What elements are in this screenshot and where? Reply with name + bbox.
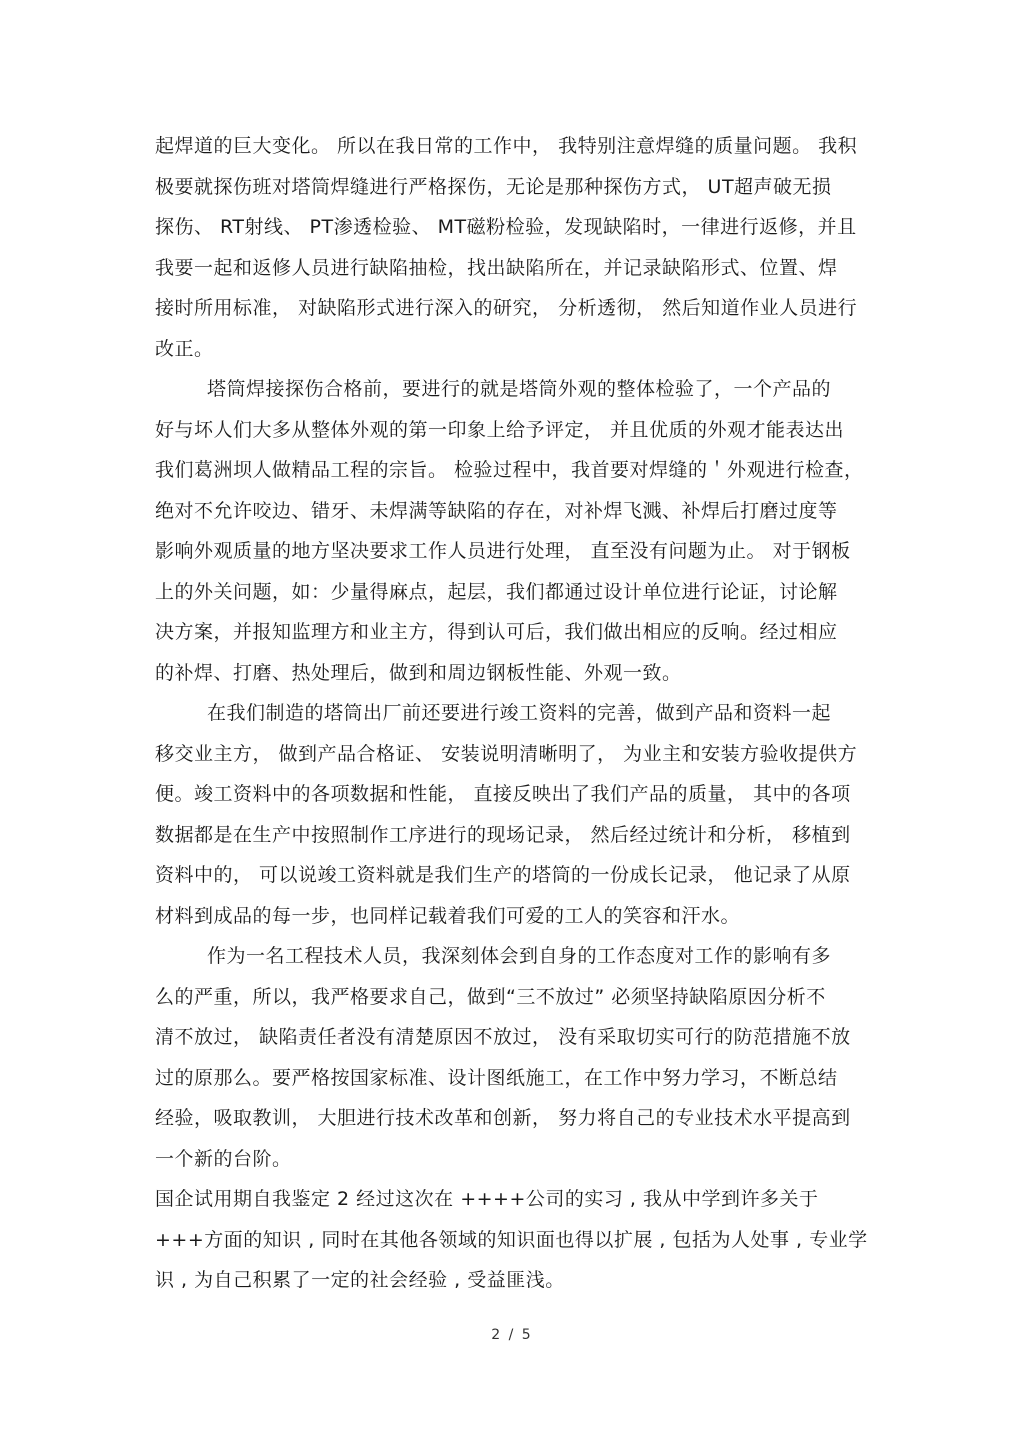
text-line: 接时所用标准， 对缺陷形式进行深入的研究， 分析透彻， 然后知道作业人员进行: [155, 297, 858, 319]
text-line: 影响外观质量的地方坚决要求工作人员进行处理， 直至没有问题为止。 对于钢板: [155, 540, 851, 562]
text-line: 起焊道的巨大变化。 所以在我日常的工作中， 我特别注意焊缝的质量问题。 我积: [155, 135, 858, 157]
text-line: 识 , 为自己积累了一定的社会经验 , 受益匪浅。: [155, 1269, 565, 1291]
text-line: 清不放过， 缺陷责任者没有清楚原因不放过， 没有采取切实可行的防范措施不放: [155, 1026, 851, 1048]
text-line: 好与坏人们大多从整体外观的第一印象上给予评定， 并且优质的外观才能表达出: [155, 418, 845, 441]
text-line: 探伤、 RT射线、 PT渗透检验、 MT磁粉检验，发现缺陷时，一律进行返修，并且: [155, 216, 857, 238]
text-line: 决方案，并报知监理方和业主方，得到认可后，我们做出相应的反响。经过相应: [155, 621, 838, 643]
text-line: 经验，吸取教训， 大胆进行技术改革和创新， 努力将自己的专业技术水平提高到: [155, 1107, 851, 1129]
text-line: 改正。: [155, 337, 214, 360]
text-line: 塔筒焊接探伤合格前，要进行的就是塔筒外观的整体检验了，一个产品的: [207, 378, 832, 400]
text-line: 极要就探伤班对塔筒焊缝进行严格探伤，无论是那种探伤方式， UT超声破无损: [155, 175, 832, 198]
text-line: 在我们制造的塔筒出厂前还要进行竣工资料的完善，做到产品和资料一起: [207, 702, 832, 724]
text-line: 资料中的， 可以说竣工资料就是我们生产的塔筒的一份成长记录， 他记录了从原: [155, 864, 851, 886]
text-line: 绝对不允许咬边、错牙、未焊满等缺陷的存在，对补焊飞溅、补焊后打磨过度等: [155, 499, 838, 522]
section-heading-line: 国企试用期自我鉴定 2 经过这次在 ++++公司的实习 , 我从中学到许多关于: [155, 1188, 819, 1210]
text-line: 么的严重，所以，我严格要求自己，做到“三不放过” 必须坚持缺陷原因分析不: [155, 985, 826, 1008]
text-line: 我要一起和返修人员进行缺陷抽检，找出缺陷所在，并记录缺陷形式、位置、焊: [155, 256, 838, 279]
text-line: 上的外关问题，如：少量得麻点，起层，我们都通过设计单位进行论证，讨论解: [155, 580, 838, 603]
text-line: 我们葛洲坝人做精品工程的宗旨。 检验过程中，我首要对焊缝的＇外观进行检查，: [155, 459, 864, 481]
text-line: 作为一名工程技术人员，我深刻体会到自身的工作态度对工作的影响有多: [207, 945, 832, 967]
text-line: 一个新的台阶。: [155, 1147, 292, 1170]
text-line: 的补焊、打磨、热处理后，做到和周边钢板性能、外观一致。: [155, 661, 682, 684]
page-number: 2 / 5: [491, 1327, 533, 1343]
body-text: [155, 130, 880, 1305]
text-line: +++方面的知识 , 同时在其他各领域的知识面也得以扩展 , 包括为人处事 , 专业学: [155, 1228, 868, 1251]
text-line: 过的原那么。要严格按国家标准、设计图纸施工，在工作中努力学习，不断总结: [155, 1066, 838, 1089]
text-line: 便。竣工资料中的各项数据和性能， 直接反映出了我们产品的质量， 其中的各项: [155, 783, 851, 805]
text-line: 材料到成品的每一步，也同样记载着我们可爱的工人的笑容和汗水。: [155, 904, 741, 927]
text-line: 数据都是在生产中按照制作工序进行的现场记录， 然后经过统计和分析， 移植到: [155, 823, 851, 846]
text-line: 移交业主方， 做到产品合格证、 安装说明清晰明了， 为业主和安装方验收提供方: [155, 742, 858, 765]
